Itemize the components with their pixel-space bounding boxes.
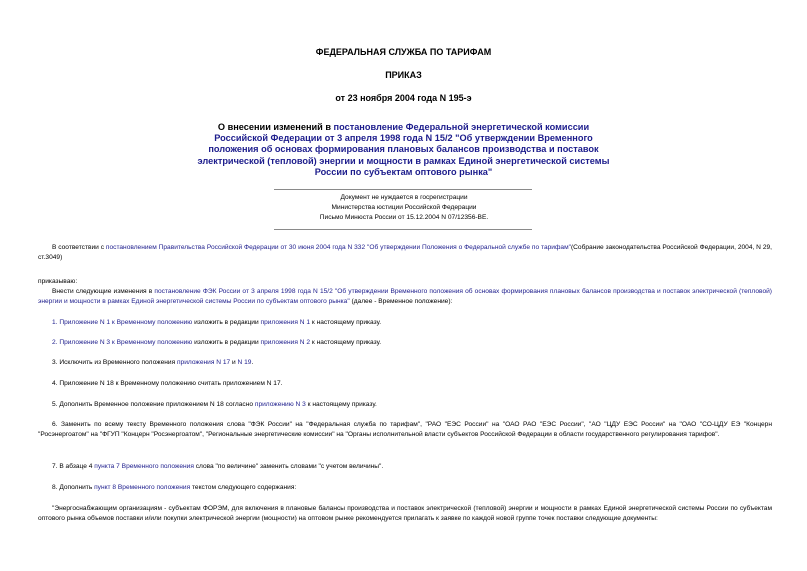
item-2-text-b: к настоящему приказу. — [310, 339, 382, 346]
preamble-text-a: В соответствии с — [52, 244, 106, 251]
government-decree-link[interactable]: постановлением Правительства Российской Федерации от 30 июня 2004 года N 332 — [105, 244, 366, 251]
item-3-text-c: . — [251, 359, 254, 366]
quoted-paragraph: "Энергоснабжающим организациям - субъектам ФОРЭМ, для включения в плановые балансы производства и поставок электрической (тепловой) энергии и мощности в рамках Единой энергетической системы России по субъектам оптового рынка объемов поставки и/или покупки электрической энергии (мощности) на оптовом рынке рекомендуется прилагать к заявке по каждой новой группе точек поставки следующие документы: — [38, 505, 772, 523]
item-2-link-appendix[interactable]: приложения N 2 — [260, 339, 311, 346]
item-5-text-a: 5. Дополнить Временное положение приложением N 18 согласно — [52, 401, 255, 408]
amendments-paragraph — [38, 287, 772, 308]
item-5-text-b: к настоящему приказу. — [305, 401, 377, 408]
item-4: 4. Приложение N 18 к Временному положению считать приложением N 17. — [52, 380, 283, 387]
amendments-text-b: (далее - Временное положение): — [349, 298, 453, 306]
title-link[interactable]: постановление Федеральной энергетической комиссии Российской Федерации от 3 апреля 1998 года N 15/2 "Об утверждении Временного положения об основах формирования плановых балансов производства и поставок электрической (тепловой) энергии и мощности в рамках Единой энергетической системы России по субъектам оптового рынка" — [197, 122, 610, 177]
document-date-heading: от 23 ноября 2004 года N 195-э — [335, 93, 472, 103]
document-title — [190, 122, 617, 178]
item-1-link-appendix[interactable]: приложения N 1 — [260, 319, 311, 326]
item-8-text-a: 8. Дополнить — [52, 484, 95, 491]
item-1-link-annex[interactable]: 1. Приложение N 1 к Временному положению — [52, 319, 193, 326]
item-2-link-annex[interactable]: 2. Приложение N 3 к Временному положению — [52, 339, 193, 346]
item-8 — [38, 483, 772, 493]
item-2-text-a: изложить в редакции — [192, 339, 261, 346]
order-word: приказываю: — [38, 278, 78, 285]
item-6: 6. Заменить по всему тексту Временного положения слова "ФЭК России" на "Федеральная служба по тарифам", "РАО "ЕЭС России" на "ОАО РАО "ЕЭС России", "АО "ЦДУ ЕЭС России" на "ОАО "СО-ЦДУ ЕЭ "Концерн "Росэнергоатом" на "ФГУП "Концерн "Росэнергоатом", "Региональные энергетические комиссии" на "Органы исполнительной власти субъектов Российской Федерации в области государственного регулирования тарифов". — [38, 421, 772, 439]
item-7 — [38, 462, 772, 472]
item-8-text-b: текстом следующего содержания: — [190, 484, 297, 491]
item-3 — [38, 358, 772, 368]
divider-top — [274, 189, 532, 190]
item-8-link-clause[interactable]: пункт 8 Временного положения — [94, 484, 191, 491]
registration-note-line2: Министерства юстиции Российской Федерации — [331, 204, 477, 211]
item-5-link-appendix[interactable]: приложению N 3 — [254, 401, 306, 408]
preamble-paragraph — [38, 243, 772, 264]
item-3-text-a: 3. Исключить из Временного положения — [52, 359, 177, 366]
item-3-text-b: и — [230, 359, 238, 366]
divider-bottom — [274, 229, 532, 230]
item-3-link-annex-17[interactable]: приложения N 17 — [176, 359, 231, 366]
title-prefix: О внесении изменений в — [217, 122, 334, 132]
item-7-text-b: слова "по величине" заменить словами "с учетом величины". — [193, 463, 384, 470]
item-2 — [38, 338, 772, 348]
item-3-link-annex-19[interactable]: N 19 — [237, 359, 252, 366]
item-5 — [38, 400, 772, 410]
document-type-heading: ПРИКАЗ — [385, 70, 422, 80]
regulation-link[interactable]: "Об утверждении Положения о Федеральной службе по тарифам" — [367, 244, 571, 251]
item-1 — [38, 318, 772, 328]
registration-note — [274, 193, 534, 223]
registration-note-line1: Документ не нуждается в госрегистрации — [340, 194, 468, 201]
amendments-text-a: Внести следующие изменения в — [52, 288, 155, 295]
registration-note-line3: Письмо Минюста России от 15.12.2004 N 07/12356-ВЕ. — [319, 214, 489, 221]
agency-heading: ФЕДЕРАЛЬНАЯ СЛУЖБА ПО ТАРИФАМ — [315, 47, 492, 57]
item-7-link-clause[interactable]: пункта 7 Временного положения — [94, 463, 194, 470]
preamble-text-c: (Собрание законодательства Российской Федерации, 2004, N 29, ст.3049) — [38, 244, 772, 262]
item-1-text-a: изложить в редакции — [192, 319, 261, 326]
fek-decree-link[interactable]: постановление ФЭК России от 3 апреля 1998 года N 15/2 "Об утверждении Временного положения об основах формирования плановых балансов производства и поставок электрической (тепловой) энергии и мощности в рамках Единой энергетической системы России по субъектам оптового рынка" — [38, 288, 772, 306]
item-7-text-a: 7. В абзаце 4 — [52, 463, 95, 470]
item-1-text-b: к настоящему приказу. — [310, 319, 382, 326]
